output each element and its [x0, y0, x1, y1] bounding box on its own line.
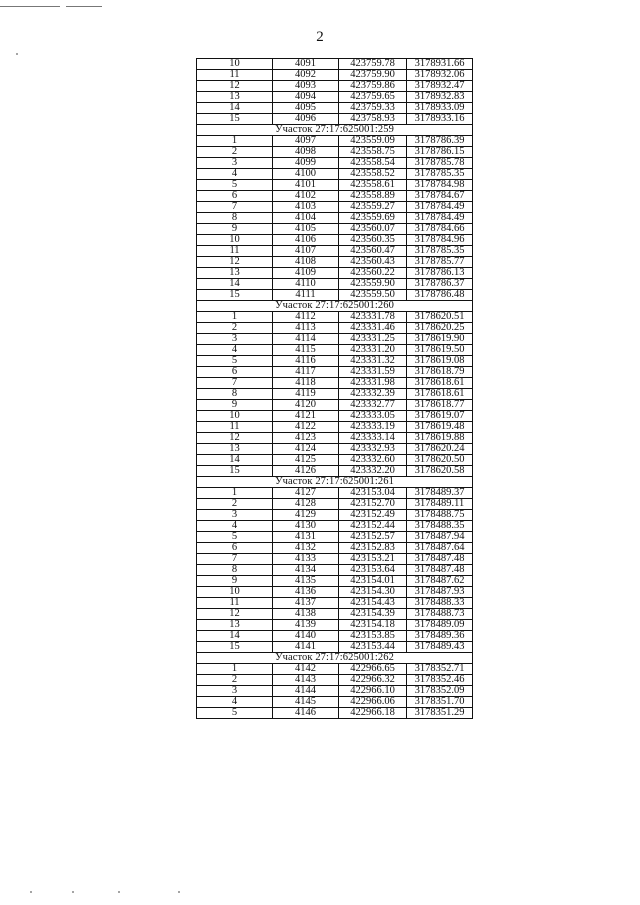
x-coordinate-cell: 423152.70 — [339, 499, 407, 510]
x-coordinate-cell: 423331.32 — [339, 356, 407, 367]
y-coordinate-cell: 3178618.79 — [407, 367, 473, 378]
y-coordinate-cell: 3178784.49 — [407, 202, 473, 213]
point-number-cell: 4106 — [273, 235, 339, 246]
x-coordinate-cell: 422966.10 — [339, 686, 407, 697]
point-index-cell: 3 — [197, 510, 273, 521]
point-index-cell: 12 — [197, 81, 273, 92]
y-coordinate-cell: 3178620.50 — [407, 455, 473, 466]
y-coordinate-cell: 3178786.15 — [407, 147, 473, 158]
point-number-cell: 4127 — [273, 488, 339, 499]
scan-artifact-top — [0, 6, 60, 7]
section-title: Участок 27:17:625001:259 — [197, 125, 473, 136]
point-number-cell: 4126 — [273, 466, 339, 477]
point-number-cell: 4139 — [273, 620, 339, 631]
point-index-cell: 10 — [197, 587, 273, 598]
x-coordinate-cell: 423332.20 — [339, 466, 407, 477]
point-number-cell: 4095 — [273, 103, 339, 114]
point-index-cell: 2 — [197, 499, 273, 510]
y-coordinate-cell: 3178784.49 — [407, 213, 473, 224]
point-number-cell: 4125 — [273, 455, 339, 466]
point-number-cell: 4109 — [273, 268, 339, 279]
point-index-cell: 1 — [197, 312, 273, 323]
x-coordinate-cell: 422966.32 — [339, 675, 407, 686]
x-coordinate-cell: 423558.89 — [339, 191, 407, 202]
point-number-cell: 4133 — [273, 554, 339, 565]
point-number-cell: 4129 — [273, 510, 339, 521]
point-index-cell: 4 — [197, 697, 273, 708]
table-row — [197, 334, 473, 345]
point-index-cell: 5 — [197, 708, 273, 719]
x-coordinate-cell: 423560.07 — [339, 224, 407, 235]
y-coordinate-cell: 3178489.43 — [407, 642, 473, 653]
x-coordinate-cell: 422966.06 — [339, 697, 407, 708]
y-coordinate-cell: 3178489.09 — [407, 620, 473, 631]
point-number-cell: 4103 — [273, 202, 339, 213]
point-number-cell: 4130 — [273, 521, 339, 532]
table-row — [197, 81, 473, 92]
table-row — [197, 675, 473, 686]
y-coordinate-cell: 3178785.78 — [407, 158, 473, 169]
table-row — [197, 642, 473, 653]
table-row — [197, 202, 473, 213]
section-row — [197, 653, 473, 664]
point-index-cell: 6 — [197, 543, 273, 554]
point-index-cell: 7 — [197, 378, 273, 389]
y-coordinate-cell: 3178618.77 — [407, 400, 473, 411]
y-coordinate-cell: 3178620.58 — [407, 466, 473, 477]
y-coordinate-cell: 3178932.06 — [407, 70, 473, 81]
y-coordinate-cell: 3178487.62 — [407, 576, 473, 587]
point-number-cell: 4117 — [273, 367, 339, 378]
x-coordinate-cell: 423332.39 — [339, 389, 407, 400]
section-row — [197, 477, 473, 488]
x-coordinate-cell: 423152.44 — [339, 521, 407, 532]
x-coordinate-cell: 423154.01 — [339, 576, 407, 587]
y-coordinate-cell: 3178487.48 — [407, 554, 473, 565]
x-coordinate-cell: 423331.78 — [339, 312, 407, 323]
y-coordinate-cell: 3178618.61 — [407, 389, 473, 400]
point-number-cell: 4120 — [273, 400, 339, 411]
section-row — [197, 125, 473, 136]
y-coordinate-cell: 3178784.98 — [407, 180, 473, 191]
point-index-cell: 4 — [197, 345, 273, 356]
x-coordinate-cell: 423332.93 — [339, 444, 407, 455]
table-row — [197, 59, 473, 70]
x-coordinate-cell: 423331.59 — [339, 367, 407, 378]
point-number-cell: 4112 — [273, 312, 339, 323]
scan-artifact-dot — [16, 53, 18, 55]
y-coordinate-cell: 3178784.67 — [407, 191, 473, 202]
section-title: Участок 27:17:625001:262 — [197, 653, 473, 664]
table-row — [197, 411, 473, 422]
x-coordinate-cell: 423559.27 — [339, 202, 407, 213]
x-coordinate-cell: 422966.65 — [339, 664, 407, 675]
table-row — [197, 235, 473, 246]
table-row — [197, 345, 473, 356]
y-coordinate-cell: 3178619.50 — [407, 345, 473, 356]
point-number-cell: 4145 — [273, 697, 339, 708]
y-coordinate-cell: 3178352.46 — [407, 675, 473, 686]
x-coordinate-cell: 423558.75 — [339, 147, 407, 158]
point-index-cell: 10 — [197, 235, 273, 246]
x-coordinate-cell: 423332.60 — [339, 455, 407, 466]
point-number-cell: 4143 — [273, 675, 339, 686]
table-row — [197, 510, 473, 521]
point-number-cell: 4141 — [273, 642, 339, 653]
y-coordinate-cell: 3178489.36 — [407, 631, 473, 642]
point-index-cell: 10 — [197, 411, 273, 422]
point-index-cell: 14 — [197, 631, 273, 642]
y-coordinate-cell: 3178933.09 — [407, 103, 473, 114]
y-coordinate-cell: 3178784.96 — [407, 235, 473, 246]
point-number-cell: 4107 — [273, 246, 339, 257]
point-number-cell: 4132 — [273, 543, 339, 554]
y-coordinate-cell: 3178620.24 — [407, 444, 473, 455]
x-coordinate-cell: 423759.90 — [339, 70, 407, 81]
point-index-cell: 7 — [197, 202, 273, 213]
x-coordinate-cell: 423559.09 — [339, 136, 407, 147]
point-number-cell: 4115 — [273, 345, 339, 356]
x-coordinate-cell: 423333.05 — [339, 411, 407, 422]
x-coordinate-cell: 423153.64 — [339, 565, 407, 576]
y-coordinate-cell: 3178488.73 — [407, 609, 473, 620]
point-index-cell: 13 — [197, 92, 273, 103]
point-index-cell: 15 — [197, 290, 273, 301]
y-coordinate-cell: 3178351.70 — [407, 697, 473, 708]
scan-artifact-dot — [72, 891, 74, 893]
point-index-cell: 4 — [197, 521, 273, 532]
x-coordinate-cell: 423153.04 — [339, 488, 407, 499]
x-coordinate-cell: 423152.49 — [339, 510, 407, 521]
point-number-cell: 4101 — [273, 180, 339, 191]
point-index-cell: 4 — [197, 169, 273, 180]
x-coordinate-cell: 423558.61 — [339, 180, 407, 191]
y-coordinate-cell: 3178931.66 — [407, 59, 473, 70]
table-row — [197, 180, 473, 191]
x-coordinate-cell: 423154.18 — [339, 620, 407, 631]
point-index-cell: 6 — [197, 191, 273, 202]
x-coordinate-cell: 423759.33 — [339, 103, 407, 114]
table-row — [197, 554, 473, 565]
table-row — [197, 147, 473, 158]
point-number-cell: 4119 — [273, 389, 339, 400]
x-coordinate-cell: 423331.98 — [339, 378, 407, 389]
y-coordinate-cell: 3178489.37 — [407, 488, 473, 499]
table-row — [197, 587, 473, 598]
table-row — [197, 664, 473, 675]
table-row — [197, 257, 473, 268]
point-number-cell: 4102 — [273, 191, 339, 202]
point-number-cell: 4124 — [273, 444, 339, 455]
table-row — [197, 444, 473, 455]
table-row — [197, 213, 473, 224]
table-row — [197, 92, 473, 103]
page-number: 2 — [316, 29, 324, 45]
x-coordinate-cell: 423154.39 — [339, 609, 407, 620]
x-coordinate-cell: 423558.54 — [339, 158, 407, 169]
point-number-cell: 4134 — [273, 565, 339, 576]
table-row — [197, 488, 473, 499]
table-row — [197, 158, 473, 169]
table-row — [197, 70, 473, 81]
table-row — [197, 389, 473, 400]
point-index-cell: 15 — [197, 466, 273, 477]
table-row — [197, 631, 473, 642]
point-index-cell: 14 — [197, 103, 273, 114]
point-index-cell: 12 — [197, 433, 273, 444]
x-coordinate-cell: 422966.18 — [339, 708, 407, 719]
point-number-cell: 4113 — [273, 323, 339, 334]
point-index-cell: 7 — [197, 554, 273, 565]
table-row — [197, 246, 473, 257]
point-index-cell: 15 — [197, 642, 273, 653]
section-title: Участок 27:17:625001:261 — [197, 477, 473, 488]
x-coordinate-cell: 423560.47 — [339, 246, 407, 257]
point-number-cell: 4093 — [273, 81, 339, 92]
point-index-cell: 9 — [197, 576, 273, 587]
y-coordinate-cell: 3178785.35 — [407, 246, 473, 257]
table-row — [197, 422, 473, 433]
point-number-cell: 4105 — [273, 224, 339, 235]
x-coordinate-cell: 423152.57 — [339, 532, 407, 543]
section-title: Участок 27:17:625001:260 — [197, 301, 473, 312]
section-row — [197, 301, 473, 312]
point-index-cell: 11 — [197, 422, 273, 433]
point-index-cell: 9 — [197, 400, 273, 411]
point-index-cell: 12 — [197, 257, 273, 268]
table-row — [197, 532, 473, 543]
point-index-cell: 15 — [197, 114, 273, 125]
table-row — [197, 400, 473, 411]
scan-artifact-dot — [178, 891, 180, 893]
y-coordinate-cell: 3178488.35 — [407, 521, 473, 532]
point-number-cell: 4121 — [273, 411, 339, 422]
point-number-cell: 4131 — [273, 532, 339, 543]
point-number-cell: 4122 — [273, 422, 339, 433]
x-coordinate-cell: 423331.25 — [339, 334, 407, 345]
table-row — [197, 521, 473, 532]
y-coordinate-cell: 3178933.16 — [407, 114, 473, 125]
table-row — [197, 103, 473, 114]
x-coordinate-cell: 423759.78 — [339, 59, 407, 70]
table-row — [197, 499, 473, 510]
point-number-cell: 4097 — [273, 136, 339, 147]
x-coordinate-cell: 423558.52 — [339, 169, 407, 180]
x-coordinate-cell: 423559.90 — [339, 279, 407, 290]
y-coordinate-cell: 3178620.25 — [407, 323, 473, 334]
point-index-cell: 13 — [197, 268, 273, 279]
y-coordinate-cell: 3178352.71 — [407, 664, 473, 675]
table-row — [197, 708, 473, 719]
point-index-cell: 2 — [197, 147, 273, 158]
y-coordinate-cell: 3178619.08 — [407, 356, 473, 367]
y-coordinate-cell: 3178618.61 — [407, 378, 473, 389]
point-index-cell: 2 — [197, 323, 273, 334]
x-coordinate-cell: 423331.46 — [339, 323, 407, 334]
x-coordinate-cell: 423153.85 — [339, 631, 407, 642]
point-number-cell: 4110 — [273, 279, 339, 290]
y-coordinate-cell: 3178487.94 — [407, 532, 473, 543]
point-number-cell: 4116 — [273, 356, 339, 367]
y-coordinate-cell: 3178619.07 — [407, 411, 473, 422]
point-number-cell: 4104 — [273, 213, 339, 224]
scan-artifact-dot — [30, 891, 32, 893]
y-coordinate-cell: 3178932.47 — [407, 81, 473, 92]
point-index-cell: 3 — [197, 158, 273, 169]
x-coordinate-cell: 423560.43 — [339, 257, 407, 268]
point-index-cell: 5 — [197, 180, 273, 191]
y-coordinate-cell: 3178784.66 — [407, 224, 473, 235]
x-coordinate-cell: 423333.14 — [339, 433, 407, 444]
x-coordinate-cell: 423154.43 — [339, 598, 407, 609]
table-row — [197, 356, 473, 367]
x-coordinate-cell: 423154.30 — [339, 587, 407, 598]
point-number-cell: 4142 — [273, 664, 339, 675]
point-number-cell: 4108 — [273, 257, 339, 268]
table-row — [197, 433, 473, 444]
point-index-cell: 1 — [197, 488, 273, 499]
x-coordinate-cell: 423331.20 — [339, 345, 407, 356]
table-row — [197, 466, 473, 477]
table-row — [197, 224, 473, 235]
table-row — [197, 576, 473, 587]
scan-artifact-dot — [118, 891, 120, 893]
point-number-cell: 4091 — [273, 59, 339, 70]
y-coordinate-cell: 3178620.51 — [407, 312, 473, 323]
table-row — [197, 191, 473, 202]
point-index-cell: 14 — [197, 279, 273, 290]
point-number-cell: 4135 — [273, 576, 339, 587]
y-coordinate-cell: 3178786.39 — [407, 136, 473, 147]
table-row — [197, 543, 473, 554]
x-coordinate-cell: 423560.22 — [339, 268, 407, 279]
y-coordinate-cell: 3178488.33 — [407, 598, 473, 609]
point-index-cell: 3 — [197, 334, 273, 345]
point-index-cell: 10 — [197, 59, 273, 70]
x-coordinate-cell: 423153.21 — [339, 554, 407, 565]
y-coordinate-cell: 3178487.48 — [407, 565, 473, 576]
table-row — [197, 565, 473, 576]
y-coordinate-cell: 3178351.29 — [407, 708, 473, 719]
x-coordinate-cell: 423333.19 — [339, 422, 407, 433]
point-index-cell: 1 — [197, 664, 273, 675]
table-row — [197, 697, 473, 708]
point-number-cell: 4099 — [273, 158, 339, 169]
point-index-cell: 2 — [197, 675, 273, 686]
point-index-cell: 13 — [197, 620, 273, 631]
table-row — [197, 290, 473, 301]
x-coordinate-cell: 423153.44 — [339, 642, 407, 653]
coordinates-table-body — [197, 59, 473, 719]
y-coordinate-cell: 3178786.13 — [407, 268, 473, 279]
x-coordinate-cell: 423759.65 — [339, 92, 407, 103]
point-number-cell: 4123 — [273, 433, 339, 444]
point-index-cell: 5 — [197, 532, 273, 543]
point-index-cell: 8 — [197, 389, 273, 400]
table-row — [197, 455, 473, 466]
point-number-cell: 4100 — [273, 169, 339, 180]
y-coordinate-cell: 3178786.48 — [407, 290, 473, 301]
x-coordinate-cell: 423559.50 — [339, 290, 407, 301]
y-coordinate-cell: 3178352.09 — [407, 686, 473, 697]
point-index-cell: 8 — [197, 565, 273, 576]
point-number-cell: 4136 — [273, 587, 339, 598]
x-coordinate-cell: 423758.93 — [339, 114, 407, 125]
y-coordinate-cell: 3178786.37 — [407, 279, 473, 290]
y-coordinate-cell: 3178785.35 — [407, 169, 473, 180]
table-row — [197, 609, 473, 620]
x-coordinate-cell: 423152.83 — [339, 543, 407, 554]
point-number-cell: 4114 — [273, 334, 339, 345]
point-number-cell: 4092 — [273, 70, 339, 81]
point-index-cell: 9 — [197, 224, 273, 235]
point-number-cell: 4118 — [273, 378, 339, 389]
y-coordinate-cell: 3178487.64 — [407, 543, 473, 554]
point-number-cell: 4098 — [273, 147, 339, 158]
point-number-cell: 4140 — [273, 631, 339, 642]
table-row — [197, 169, 473, 180]
x-coordinate-cell: 423559.69 — [339, 213, 407, 224]
point-index-cell: 14 — [197, 455, 273, 466]
point-index-cell: 11 — [197, 246, 273, 257]
point-index-cell: 8 — [197, 213, 273, 224]
table-row — [197, 378, 473, 389]
point-number-cell: 4094 — [273, 92, 339, 103]
table-row — [197, 686, 473, 697]
point-index-cell: 5 — [197, 356, 273, 367]
point-index-cell: 1 — [197, 136, 273, 147]
point-number-cell: 4146 — [273, 708, 339, 719]
y-coordinate-cell: 3178932.83 — [407, 92, 473, 103]
point-index-cell: 11 — [197, 70, 273, 81]
table-row — [197, 312, 473, 323]
table-row — [197, 323, 473, 334]
y-coordinate-cell: 3178487.93 — [407, 587, 473, 598]
table-row — [197, 136, 473, 147]
y-coordinate-cell: 3178619.88 — [407, 433, 473, 444]
point-index-cell: 11 — [197, 598, 273, 609]
table-row — [197, 620, 473, 631]
point-index-cell: 12 — [197, 609, 273, 620]
point-number-cell: 4137 — [273, 598, 339, 609]
y-coordinate-cell: 3178488.75 — [407, 510, 473, 521]
table-row — [197, 367, 473, 378]
scan-artifact-top — [66, 6, 102, 7]
point-number-cell: 4138 — [273, 609, 339, 620]
point-number-cell: 4128 — [273, 499, 339, 510]
y-coordinate-cell: 3178785.77 — [407, 257, 473, 268]
table-row — [197, 268, 473, 279]
y-coordinate-cell: 3178619.48 — [407, 422, 473, 433]
coordinates-table — [196, 58, 473, 719]
table-row — [197, 114, 473, 125]
table-row — [197, 598, 473, 609]
point-index-cell: 3 — [197, 686, 273, 697]
x-coordinate-cell: 423759.86 — [339, 81, 407, 92]
y-coordinate-cell: 3178619.90 — [407, 334, 473, 345]
point-index-cell: 13 — [197, 444, 273, 455]
x-coordinate-cell: 423560.35 — [339, 235, 407, 246]
table-row — [197, 279, 473, 290]
x-coordinate-cell: 423332.77 — [339, 400, 407, 411]
point-number-cell: 4111 — [273, 290, 339, 301]
point-number-cell: 4144 — [273, 686, 339, 697]
point-number-cell: 4096 — [273, 114, 339, 125]
y-coordinate-cell: 3178489.11 — [407, 499, 473, 510]
point-index-cell: 6 — [197, 367, 273, 378]
